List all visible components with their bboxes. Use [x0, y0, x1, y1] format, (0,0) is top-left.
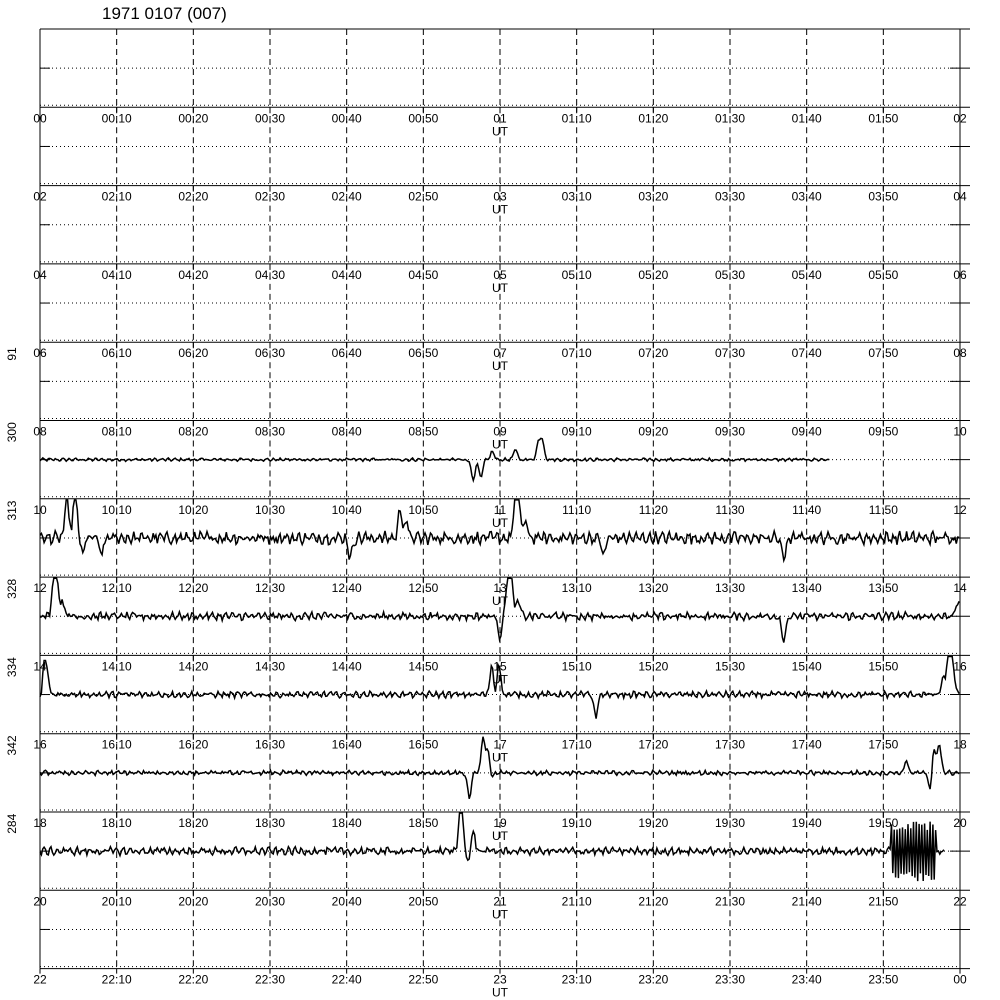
tick-label: 15:30 — [714, 659, 746, 674]
tick-label: 09:20 — [638, 424, 669, 439]
tick-label: 07:50 — [868, 346, 899, 361]
tick-label: 17:50 — [868, 737, 899, 752]
tick-label: 04 — [33, 267, 47, 282]
tick-label: 06:10 — [101, 346, 132, 361]
tick-label: 14:30 — [254, 659, 286, 674]
tick-label: 05:30 — [714, 267, 746, 282]
tick-label: 13:10 — [561, 581, 592, 596]
tick-label: 20:20 — [178, 894, 209, 909]
tick-label: 13 — [493, 581, 507, 596]
tick-label: 04:20 — [178, 267, 209, 282]
tick-label: 12 — [953, 502, 967, 517]
station-label: 284 — [5, 813, 19, 834]
tick-label: 20:10 — [101, 894, 132, 909]
tick-label: 12:30 — [254, 581, 286, 596]
tick-label: 23 — [493, 972, 507, 987]
tick-label: 18:10 — [101, 816, 132, 830]
tick-label: 10 — [953, 424, 967, 439]
axis-label-ut: UT — [492, 280, 508, 295]
station-label: 342 — [5, 735, 19, 756]
tick-label: 13:30 — [714, 581, 746, 596]
tick-label: 14:20 — [178, 659, 209, 674]
tick-label: 20:50 — [408, 894, 439, 909]
station-label: 328 — [5, 578, 19, 599]
tick-label: 00:40 — [331, 111, 362, 126]
tick-label: 11 — [493, 502, 507, 517]
tick-label: 05:50 — [868, 267, 899, 282]
tick-label: 16:40 — [331, 737, 362, 752]
tick-label: 05 — [493, 267, 507, 282]
tick-label: 16:30 — [254, 737, 286, 752]
tick-label: 12:50 — [408, 581, 439, 596]
tick-label: 04:30 — [254, 267, 286, 282]
tick-label: 14:10 — [101, 659, 132, 674]
tick-label: 18:50 — [408, 816, 439, 830]
tick-label: 18:20 — [178, 816, 209, 830]
tick-label: 01:20 — [638, 111, 669, 126]
tick-label: 20:30 — [254, 894, 286, 909]
tick-label: 00:50 — [408, 111, 439, 126]
tick-label: 17:40 — [791, 737, 822, 752]
tick-label: 01 — [493, 111, 507, 126]
tick-label: 11:10 — [562, 502, 592, 517]
tick-label: 17 — [493, 737, 507, 752]
tick-label: 08:30 — [254, 424, 286, 439]
tick-label: 22 — [953, 894, 967, 909]
tick-label: 08:50 — [408, 424, 439, 439]
tick-label: 03:50 — [868, 189, 899, 204]
tick-label: 00 — [33, 111, 47, 126]
tick-label: 15:50 — [868, 659, 899, 674]
tick-label: 18:40 — [331, 816, 362, 830]
axis-label-ut: UT — [492, 202, 508, 217]
tick-label: 14:50 — [408, 659, 439, 674]
tick-label: 08 — [953, 346, 967, 361]
tick-label: 08:10 — [101, 424, 132, 439]
tick-label: 07:30 — [714, 346, 746, 361]
tick-label: 17:20 — [638, 737, 669, 752]
tick-label: 05:10 — [561, 267, 592, 282]
tick-label: 06:20 — [178, 346, 209, 361]
tick-label: 14 — [953, 581, 967, 596]
tick-label: 07 — [493, 346, 507, 361]
tick-label: 02:20 — [178, 189, 209, 204]
tick-label: 13:20 — [638, 581, 669, 596]
tick-label: 10:10 — [101, 502, 132, 517]
axis-label-ut: UT — [492, 907, 508, 922]
tick-label: 20 — [33, 894, 47, 909]
tick-label: 05:40 — [791, 267, 822, 282]
tick-label: 12:40 — [331, 581, 362, 596]
tick-label: 18:30 — [254, 816, 286, 830]
tick-label: 02:30 — [254, 189, 286, 204]
tick-label: 11:20 — [638, 502, 668, 517]
tick-label: 10:40 — [331, 502, 362, 517]
tick-label: 07:10 — [561, 346, 592, 361]
tick-label: 07:20 — [638, 346, 669, 361]
tick-label: 03:30 — [714, 189, 746, 204]
tick-label: 17:10 — [561, 737, 592, 752]
tick-label: 23:40 — [791, 972, 822, 987]
tick-label: 00:30 — [254, 111, 286, 126]
tick-label: 16:50 — [408, 737, 439, 752]
tick-label: 01:30 — [714, 111, 746, 126]
axis-label-ut: UT — [492, 124, 508, 139]
tick-label: 02:10 — [101, 189, 132, 204]
tick-label: 16 — [953, 659, 967, 674]
tick-label: 14:40 — [331, 659, 362, 674]
tick-label: 18 — [953, 737, 967, 752]
axis-label-ut: UT — [492, 594, 508, 609]
tick-label: 00:20 — [178, 111, 209, 126]
tick-label: 09:50 — [868, 424, 899, 439]
tick-label: 03:20 — [638, 189, 669, 204]
tick-label: 06:30 — [254, 346, 286, 361]
tick-label: 01:50 — [868, 111, 899, 126]
tick-label: 09:40 — [791, 424, 822, 439]
tick-label: 04:40 — [331, 267, 362, 282]
tick-label: 21 — [493, 894, 507, 909]
tick-label: 02:50 — [408, 189, 439, 204]
axis-label-ut: UT — [492, 359, 508, 374]
tick-label: 22:30 — [254, 972, 286, 987]
tick-label: 22 — [33, 972, 47, 987]
tick-label: 06 — [953, 267, 967, 282]
tick-label: 19:30 — [714, 816, 746, 830]
tick-label: 19:50 — [868, 816, 899, 830]
tick-label: 08:40 — [331, 424, 362, 439]
tick-label: 19:20 — [638, 816, 669, 830]
tick-label: 01:10 — [561, 111, 592, 126]
tick-label: 21:10 — [561, 894, 592, 909]
tick-label: 06:40 — [331, 346, 362, 361]
tick-label: 14 — [33, 659, 47, 674]
tick-label: 23:20 — [638, 972, 669, 987]
tick-label: 10 — [33, 502, 47, 517]
tick-label: 12 — [33, 581, 47, 596]
tick-label: 23:10 — [561, 972, 592, 987]
tick-label: 21:20 — [638, 894, 669, 909]
tick-label: 10:20 — [178, 502, 209, 517]
tick-label: 22:40 — [331, 972, 362, 987]
tick-label: 19:40 — [791, 816, 822, 830]
axis-label-ut: UT — [492, 829, 508, 843]
tick-label: 10:30 — [254, 502, 286, 517]
tick-label: 23:50 — [868, 972, 899, 987]
axis-label-ut: UT — [492, 437, 508, 452]
tick-label: 16 — [33, 737, 47, 752]
station-label: 91 — [5, 347, 19, 361]
tick-label: 08:20 — [178, 424, 209, 439]
tick-label: 22:50 — [408, 972, 439, 987]
station-label: 334 — [5, 657, 19, 678]
tick-label: 09:10 — [561, 424, 592, 439]
tick-label: 16:20 — [178, 737, 209, 752]
tick-label: 05:20 — [638, 267, 669, 282]
axis-label-ut: UT — [492, 750, 508, 765]
tick-label: 02:40 — [331, 189, 362, 204]
tick-label: 09:30 — [714, 424, 746, 439]
tick-label: 21:40 — [791, 894, 822, 909]
tick-label: 11:50 — [868, 502, 898, 517]
tick-label: 20:40 — [331, 894, 362, 909]
axis-label-ut: UT — [492, 985, 508, 1000]
tick-label: 06 — [33, 346, 47, 361]
waveform-trace — [40, 438, 829, 480]
tick-label: 09 — [493, 424, 507, 439]
chart-title: 1971 0107 (007) — [102, 4, 227, 23]
tick-label: 13:50 — [868, 581, 899, 596]
tick-label: 02 — [33, 189, 47, 204]
tick-label: 15 — [493, 659, 507, 674]
tick-label: 00 — [953, 972, 967, 987]
tick-label: 11:30 — [715, 502, 745, 517]
tick-label: 19 — [493, 816, 507, 830]
station-label: 300 — [5, 422, 19, 443]
axis-label-ut: UT — [492, 515, 508, 530]
station-label: 313 — [5, 500, 19, 521]
tick-label: 15:40 — [791, 659, 822, 674]
tick-label: 13:40 — [791, 581, 822, 596]
tick-label: 03:40 — [791, 189, 822, 204]
tick-label: 07:40 — [791, 346, 822, 361]
tick-label: 22:20 — [178, 972, 209, 987]
tick-label: 12:10 — [101, 581, 132, 596]
tick-label: 03:10 — [561, 189, 592, 204]
tick-label: 01:40 — [791, 111, 822, 126]
tick-label: 10:50 — [408, 502, 439, 517]
tick-label: 20 — [953, 816, 967, 830]
tick-label: 04:50 — [408, 267, 439, 282]
tick-label: 16:10 — [101, 737, 132, 752]
tick-label: 04 — [953, 189, 967, 204]
tick-label: 19:10 — [561, 816, 592, 830]
tick-label: 00:10 — [101, 111, 132, 126]
tick-label: 03 — [493, 189, 507, 204]
tick-label: 15:10 — [561, 659, 592, 674]
axis-label-ut: UT — [492, 672, 508, 687]
tick-label: 06:50 — [408, 346, 439, 361]
tick-label: 21:30 — [714, 894, 746, 909]
tick-label: 15:20 — [638, 659, 669, 674]
tick-label: 22:10 — [101, 972, 132, 987]
tick-label: 18 — [33, 816, 47, 830]
tick-label: 08 — [33, 424, 47, 439]
tick-label: 11:40 — [792, 502, 822, 517]
tick-label: 21:50 — [868, 894, 899, 909]
tick-label: 02 — [953, 111, 967, 126]
tick-label: 23:30 — [714, 972, 746, 987]
tick-label: 17:30 — [714, 737, 746, 752]
tick-label: 04:10 — [101, 267, 132, 282]
tick-label: 12:20 — [178, 581, 209, 596]
